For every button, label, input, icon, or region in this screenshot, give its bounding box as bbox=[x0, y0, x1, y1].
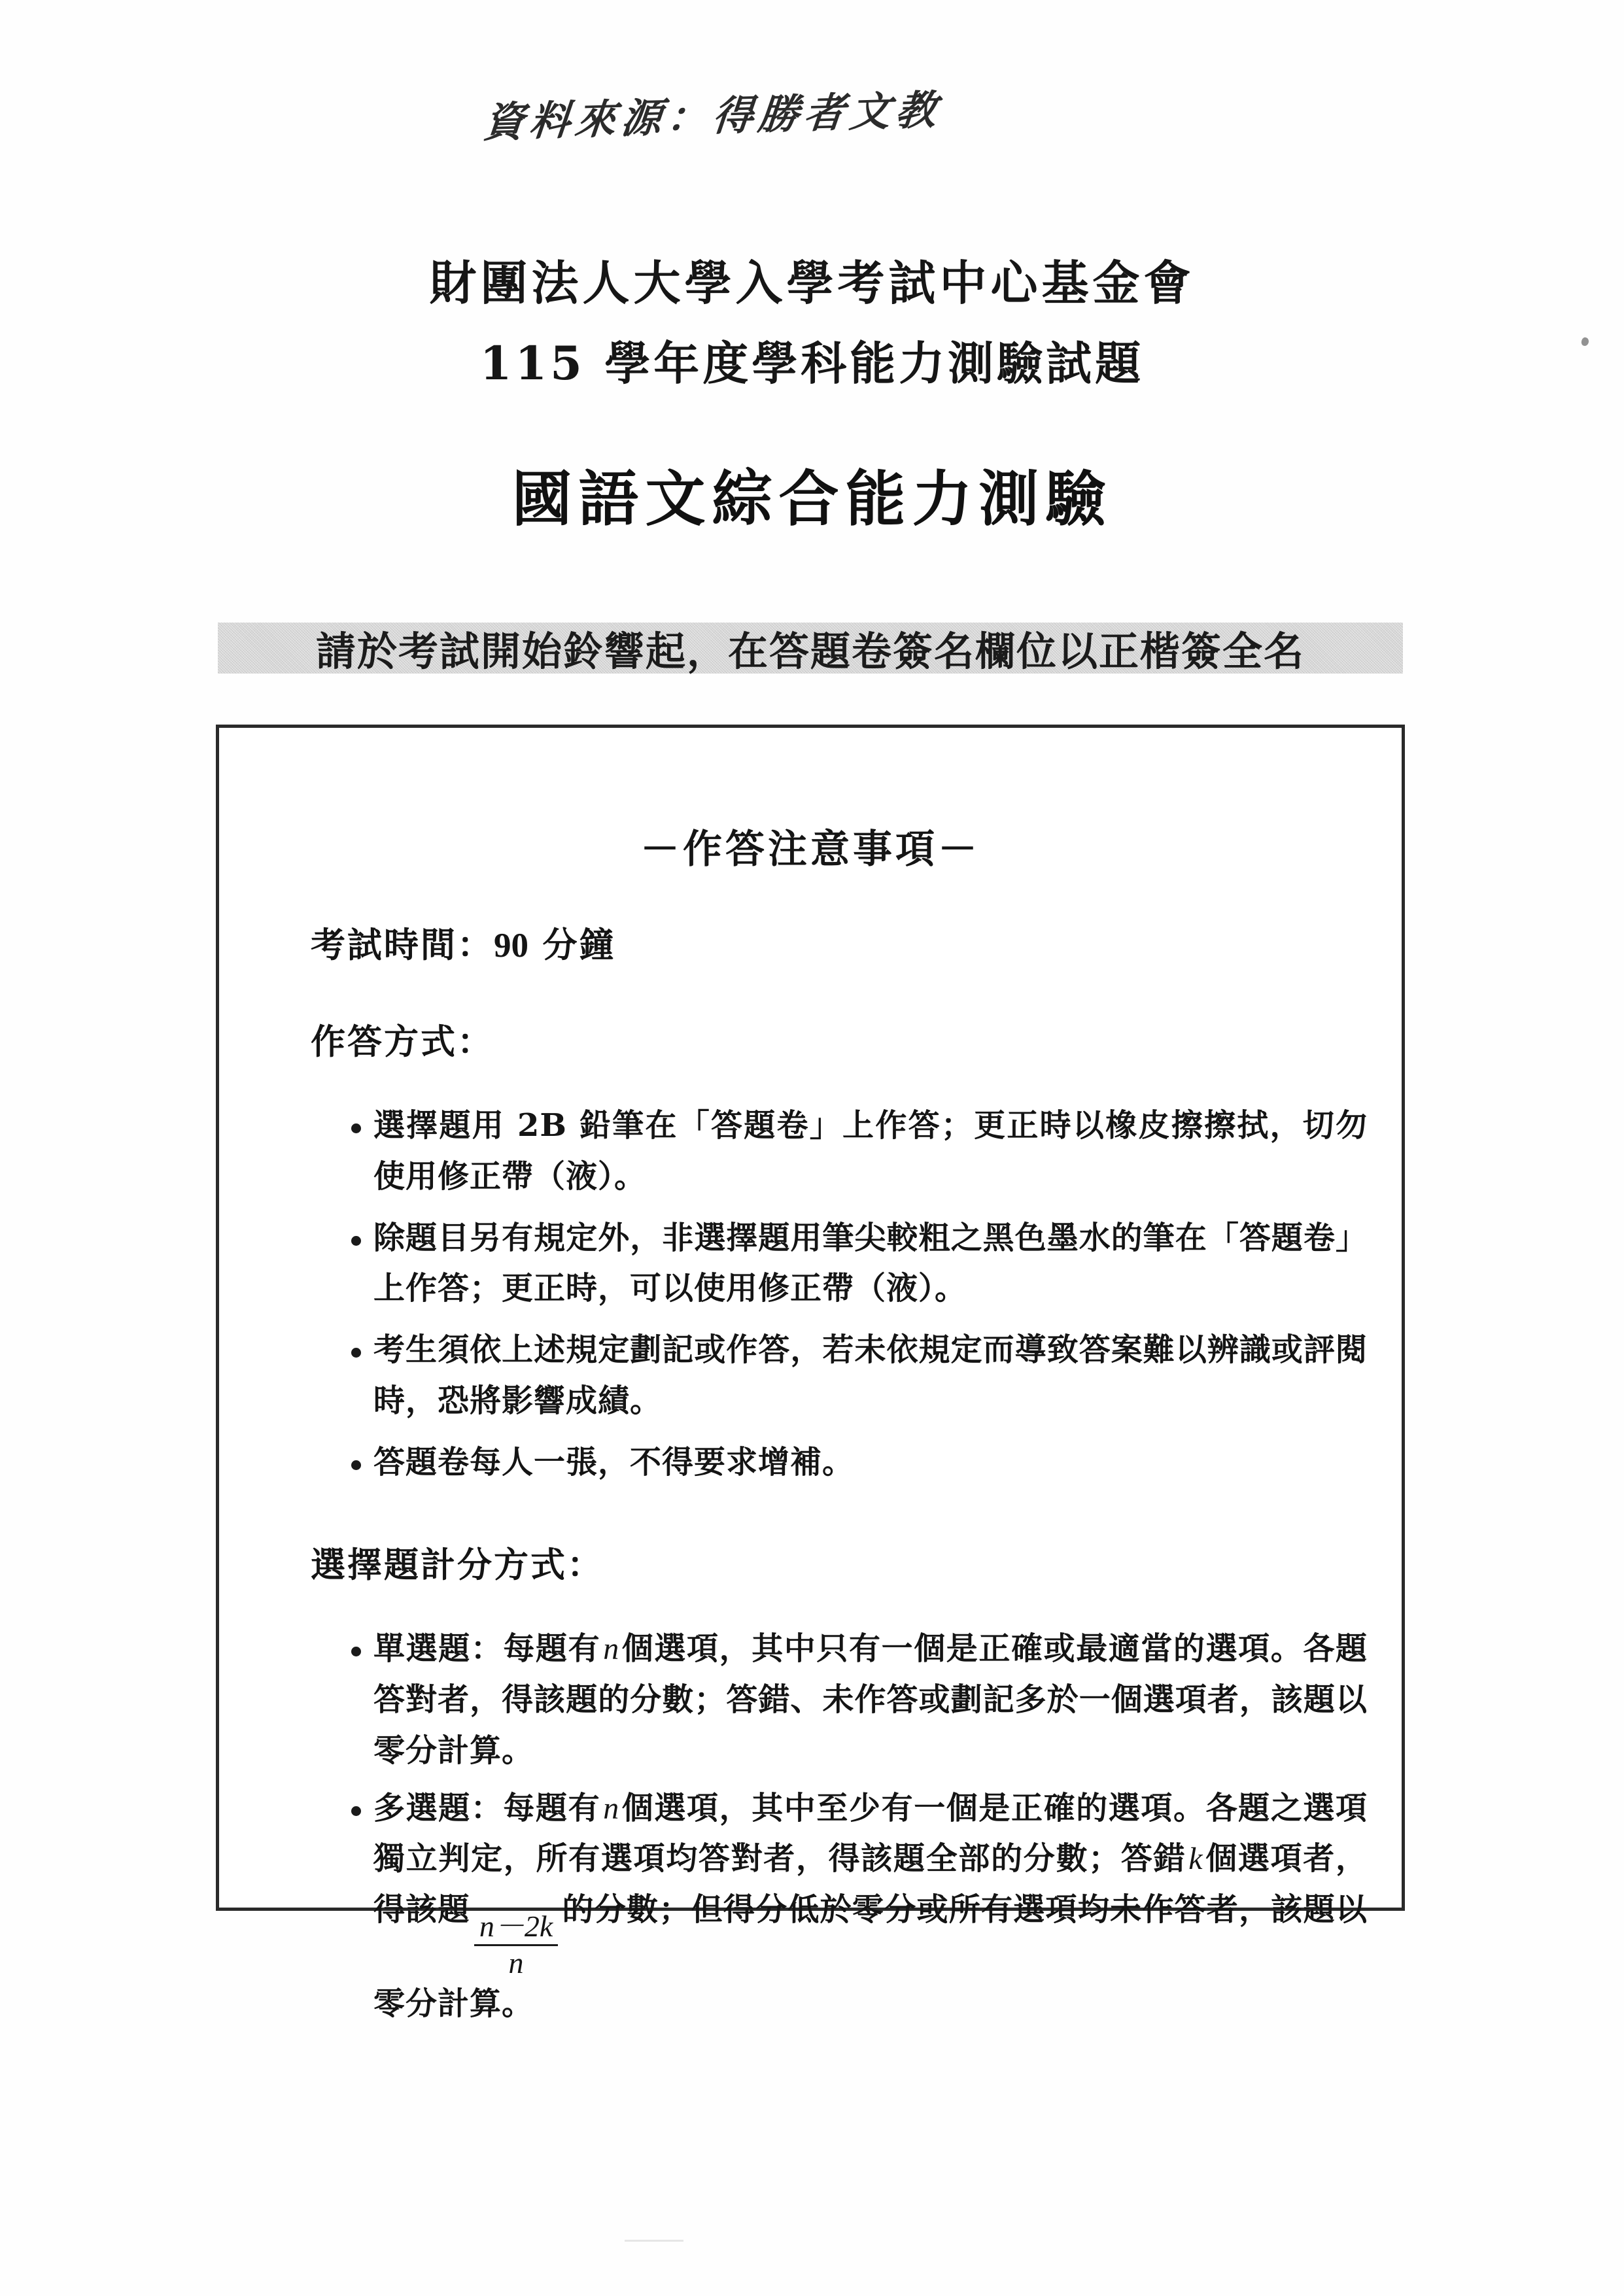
list-item-multiple-choice bbox=[373, 1783, 1368, 2030]
list-item: 除題目另有規定外，非選擇題用筆尖較粗之黑色墨水的筆在「答題卷」上作答；更正時，可以使用修正帶（液）。 bbox=[373, 1213, 1368, 1315]
exam-time-label: 考試時間： bbox=[311, 925, 494, 965]
exam-year-line: 115 學年度學科能力測驗試題 bbox=[479, 336, 1145, 390]
notice-box bbox=[216, 725, 1405, 2022]
single-choice-text-2: 個選項，其中只有一個是正確或最適當的選項。各題答對者，得該題的分數；答錯、未作答或劃記多於一個選項者，該題以零分計算。 bbox=[373, 1630, 1368, 1769]
handwritten-source-note: 資料來源：得勝者文教 bbox=[481, 86, 944, 146]
multiple-choice-text-3: 個選項者，得該題 bbox=[373, 1840, 1368, 1928]
fraction-numerator: n－2k bbox=[474, 1911, 558, 1945]
answer-method-list bbox=[311, 1101, 1368, 1488]
notice-heading: －作答注意事項－ bbox=[640, 827, 980, 872]
subject-title: 國語文綜合能力測驗 bbox=[511, 464, 1113, 534]
scan-artifact bbox=[625, 2240, 683, 2242]
list-item-single-choice bbox=[373, 1624, 1368, 1776]
variable-k: k bbox=[1188, 1842, 1203, 1877]
scoring-method-list bbox=[311, 1624, 1368, 2029]
list-item: 考生須依上述規定劃記或作答，若未依規定而導致答案難以辨識或評閱時，恐將影響成績。 bbox=[373, 1325, 1368, 1427]
notice-content bbox=[311, 917, 1368, 2036]
list-item: 答題卷每人一張，不得要求增補。 bbox=[373, 1437, 1368, 1488]
single-choice-text-1: 單選題：每題有 bbox=[373, 1630, 601, 1668]
organization-name: 財團法人大學入學考試中心基金會 bbox=[429, 255, 1195, 311]
variable-n: n bbox=[603, 1791, 619, 1826]
multiple-choice-text-2: 個選項，其中至少有一個是正確的選項。各題之選項獨立判定，所有選項均答對者，得該題全部的分數；答錯 bbox=[373, 1789, 1368, 1877]
exam-time-row bbox=[311, 917, 1368, 967]
answer-method-heading: 作答方式： bbox=[311, 1021, 494, 1062]
signature-banner bbox=[218, 623, 1403, 674]
variable-n: n bbox=[603, 1632, 619, 1667]
multiple-choice-text-1: 多選題：每題有 bbox=[373, 1789, 601, 1826]
exam-time-value: 90 bbox=[494, 927, 528, 965]
multiple-choice-text-4: 的分數；但得分低於零分或所有選項均未作答者，該題以零分計算。 bbox=[373, 1891, 1368, 2022]
score-fraction bbox=[474, 1911, 558, 1979]
list-item: 選擇題用 2B 鉛筆在「答題卷」上作答；更正時以橡皮擦擦拭，切勿使用修正帶（液）。 bbox=[373, 1101, 1368, 1203]
signature-banner-text: 請於考試開始鈴響起，在答題卷簽名欄位以正楷簽全名 bbox=[218, 623, 1403, 674]
scoring-method-heading: 選擇題計分方式： bbox=[311, 1545, 604, 1586]
exam-time-unit: 分鐘 bbox=[542, 925, 616, 965]
fraction-denominator: n bbox=[508, 1945, 524, 1979]
